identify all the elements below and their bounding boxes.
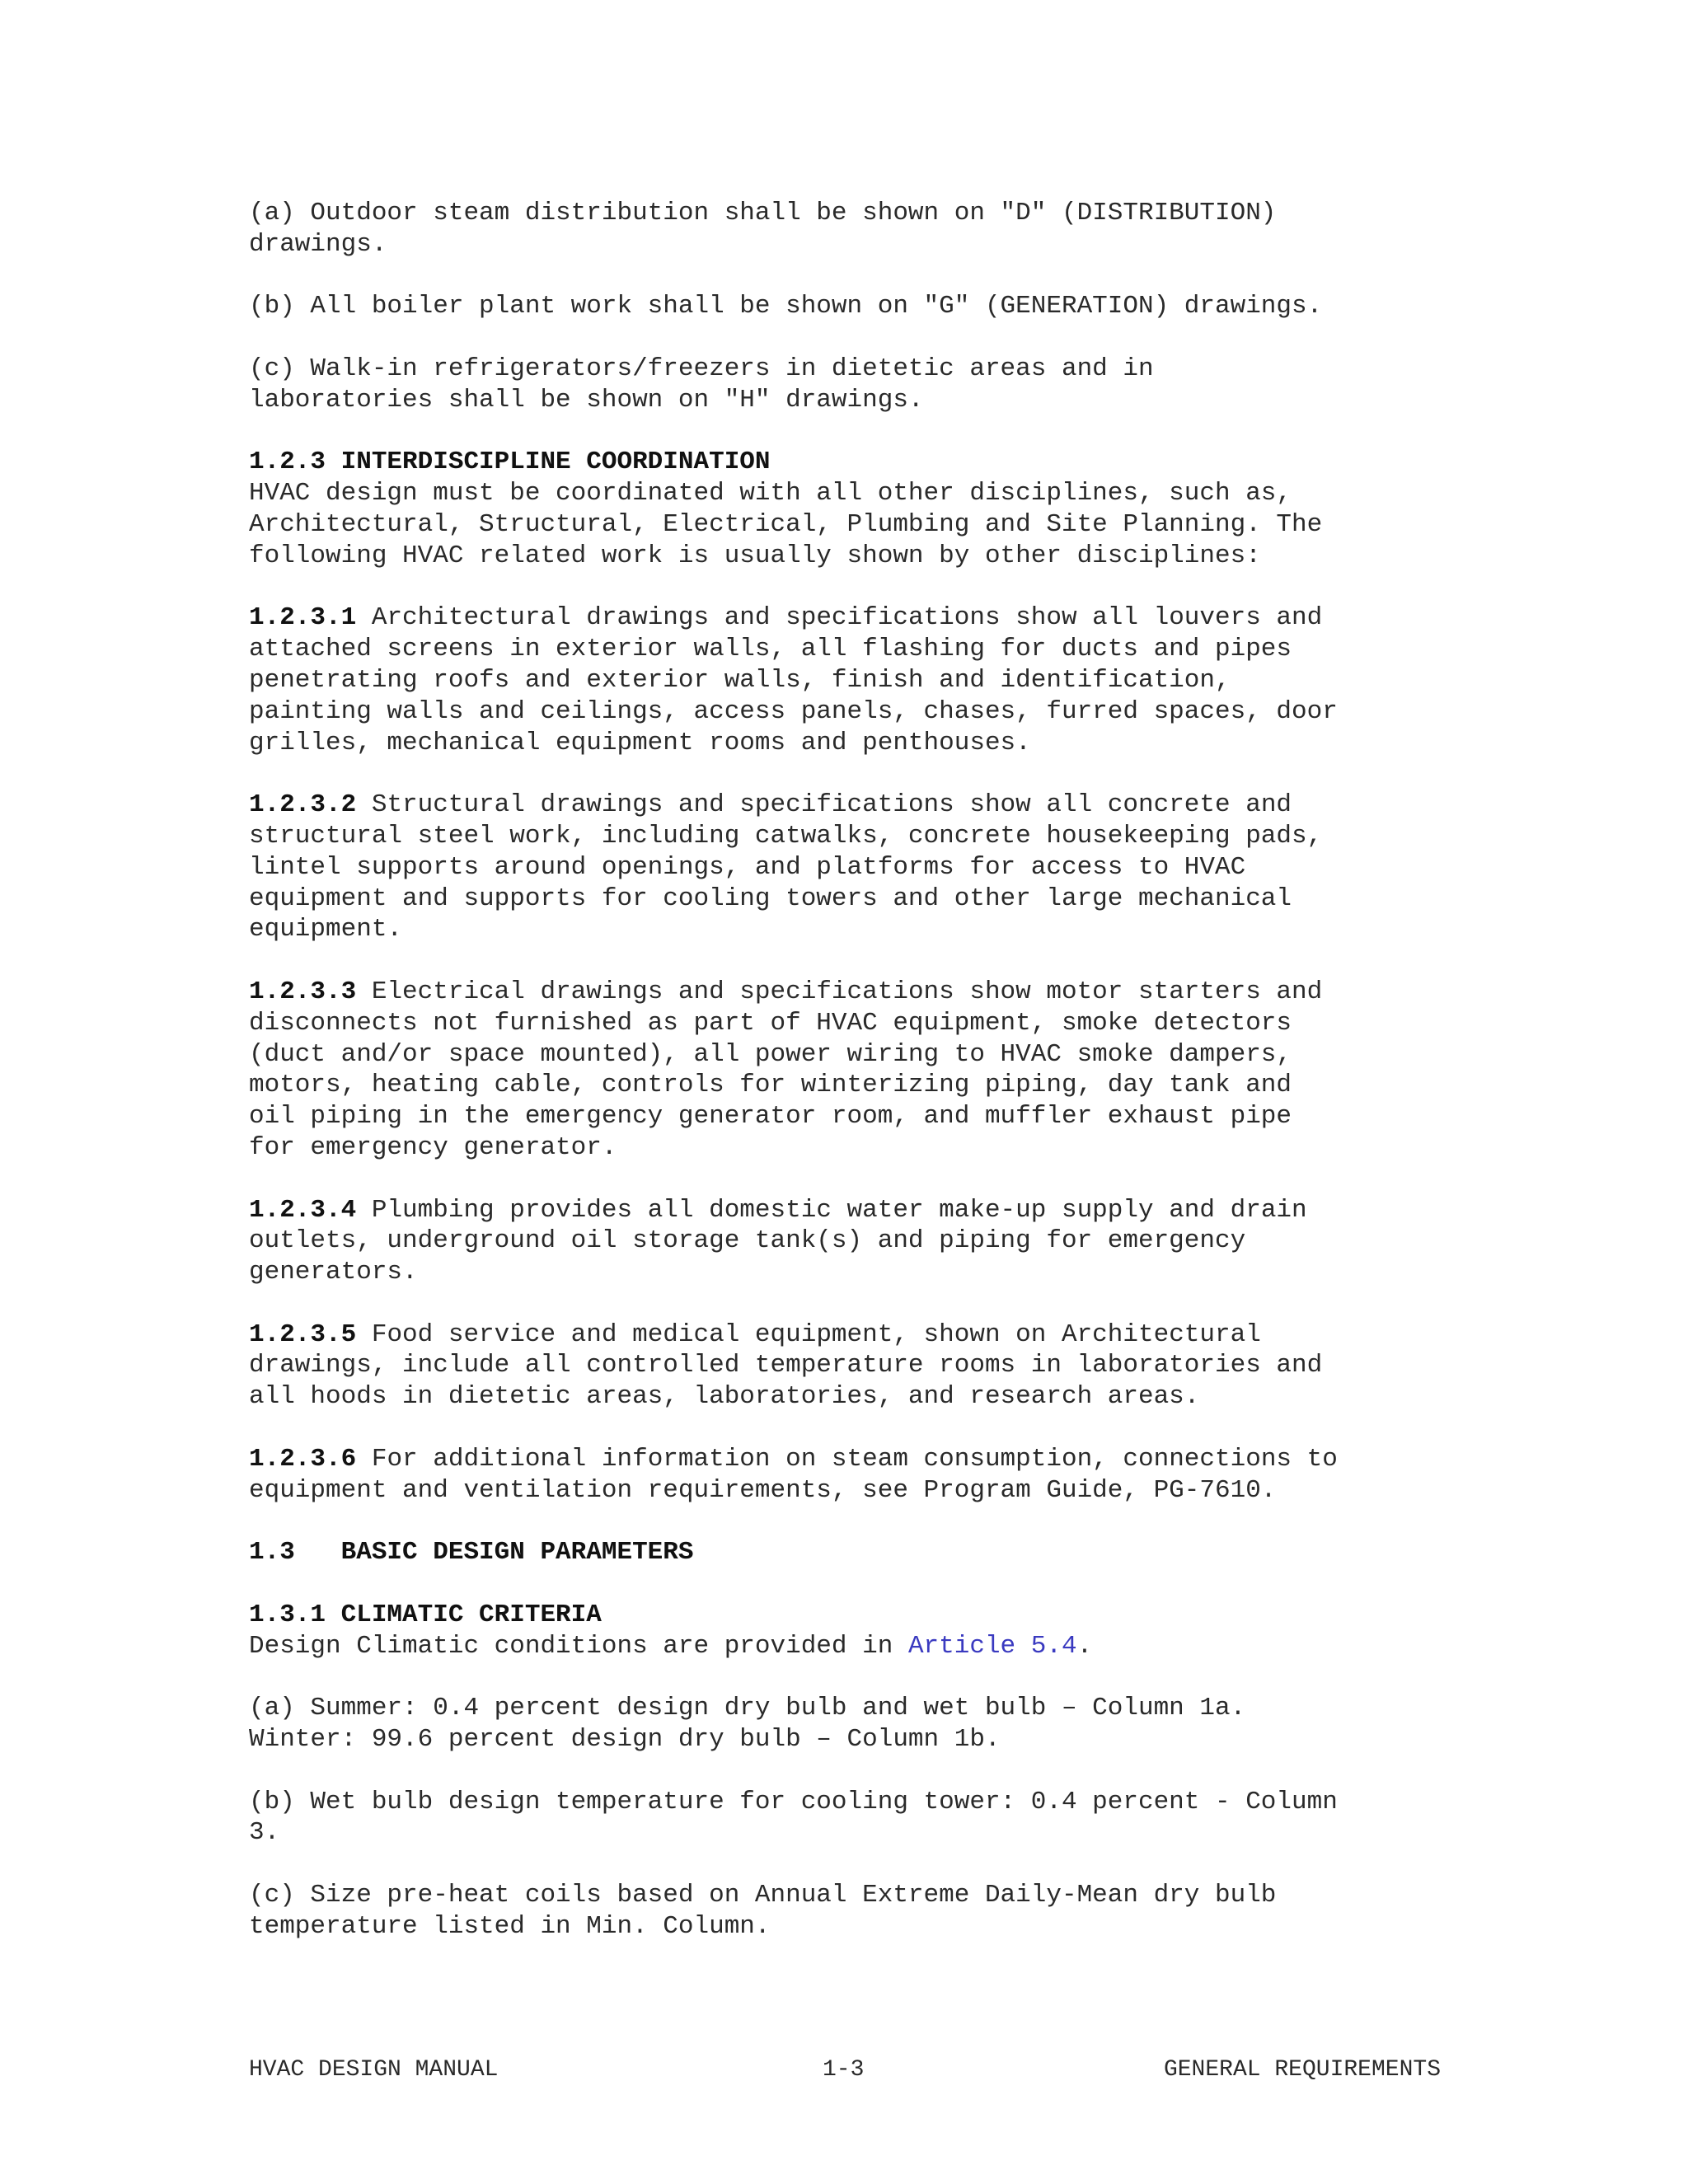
text-1-2-3-6: For additional information on steam consumption, connections to equipment and ventilation requirements, see Program Guide, PG-7610. [249, 1444, 1338, 1505]
footer-page-number: 1-3 [823, 2057, 865, 2083]
footer-manual-title: HVAC DESIGN MANUAL [249, 2057, 499, 2083]
text-1-2-3-5: Food service and medical equipment, shown on Architectural drawings, include all controlled temperature rooms in laboratories and all hoods in dietetic areas, laboratories, and research areas. [249, 1319, 1323, 1412]
paragraph-1-3-1-a: (a) Summer: 0.4 percent design dry bulb and wet bulb – Column 1a. Winter: 99.6 percent design dry bulb – Column 1b. [249, 1694, 1246, 1755]
section-1-3-1 [249, 1600, 1469, 1662]
paragraph-1-2-3: HVAC design must be coordinated with all other disciplines, such as, Architectural, Structural, Electrical, Plumbing and Site Planning. The following HVAC related work is usually shown by other disciplines: [249, 479, 1323, 570]
heading-1-3: 1.3 BASIC DESIGN PARAMETERS [249, 1538, 694, 1568]
text-1-2-3-4: Plumbing provides all domestic water make-up supply and drain outlets, underground oil storage tank(s) and piping for emergency generators. [249, 1195, 1307, 1287]
paragraph-1-2-3-4 [249, 1195, 1469, 1288]
text-1-3-1-pre: Design Climatic conditions are provided in [249, 1631, 908, 1661]
number-1-2-3-5: 1.2.3.5 [249, 1319, 357, 1349]
number-1-2-3-4: 1.2.3.4 [249, 1195, 357, 1225]
number-1-2-3-6: 1.2.3.6 [249, 1444, 357, 1474]
number-1-2-3-2: 1.2.3.2 [249, 790, 357, 820]
paragraph-1-2-3-3 [249, 977, 1469, 1164]
paragraph-outdoor-steam: (a) Outdoor steam distribution shall be shown on "D" (DISTRIBUTION) drawings. [249, 199, 1277, 259]
paragraph-1-2-3-1 [249, 602, 1469, 758]
footer-section-title: GENERAL REQUIREMENTS [1163, 2057, 1441, 2083]
article-5-4-link[interactable]: Article 5.4 [907, 1631, 1077, 1661]
paragraph-1-2-3-2 [249, 790, 1469, 945]
paragraph-1-3-1-c: (c) Size pre-heat coils based on Annual Extreme Daily-Mean dry bulb temperature listed in Min. Column. [249, 1881, 1277, 1941]
paragraph-1-2-3-5 [249, 1319, 1469, 1413]
number-1-2-3-3: 1.2.3.3 [249, 977, 357, 1006]
text-1-3-1-post: . [1076, 1631, 1093, 1661]
page-content [249, 198, 1469, 1973]
heading-1-3-1: 1.3.1 CLIMATIC CRITERIA [249, 1600, 602, 1629]
paragraph-walk-in: (c) Walk-in refrigerators/freezers in dietetic areas and in laboratories shall be shown on "H" drawings. [249, 354, 1154, 415]
paragraph-boiler-plant: (b) All boiler plant work shall be shown on "G" (GENERATION) drawings. [249, 292, 1323, 321]
section-1-2-3 [249, 447, 1469, 571]
paragraph-1-3-1 [249, 1631, 1469, 1662]
number-1-2-3-1: 1.2.3.1 [249, 603, 357, 633]
text-1-2-3-2: Structural drawings and specifications show all concrete and structural steel work, including catwalks, concrete housekeeping pads, lintel supports around openings, and platforms for access to HVAC equipment and supports for cooling towers and other large mechanical equipment. [249, 790, 1323, 944]
text-1-2-3-1: Architectural drawings and specifications show all louvers and attached screens in exterior walls, all flashing for ducts and pipes penetrating roofs and exterior walls, finish and identification, painting walls and ceilings, access panels, chases, furred spaces, door grilles, mechanical equipment rooms and penthouses. [249, 603, 1338, 757]
paragraph-1-2-3-6 [249, 1444, 1469, 1507]
text-1-2-3-3: Electrical drawings and specifications show motor starters and disconnects not furnished as part of HVAC equipment, smoke detectors (duct and/or space mounted), all power wiring to HVAC smoke dampers, motors, heating cable, controls for winterizing piping, day tank and oil piping in the emergency generator room, and muffler exhaust pipe for emergency generator. [249, 977, 1323, 1162]
paragraph-1-3-1-b: (b) Wet bulb design temperature for cooling tower: 0.4 percent - Column 3. [249, 1787, 1338, 1848]
heading-1-2-3: 1.2.3 INTERDISCIPLINE COORDINATION [249, 448, 771, 477]
